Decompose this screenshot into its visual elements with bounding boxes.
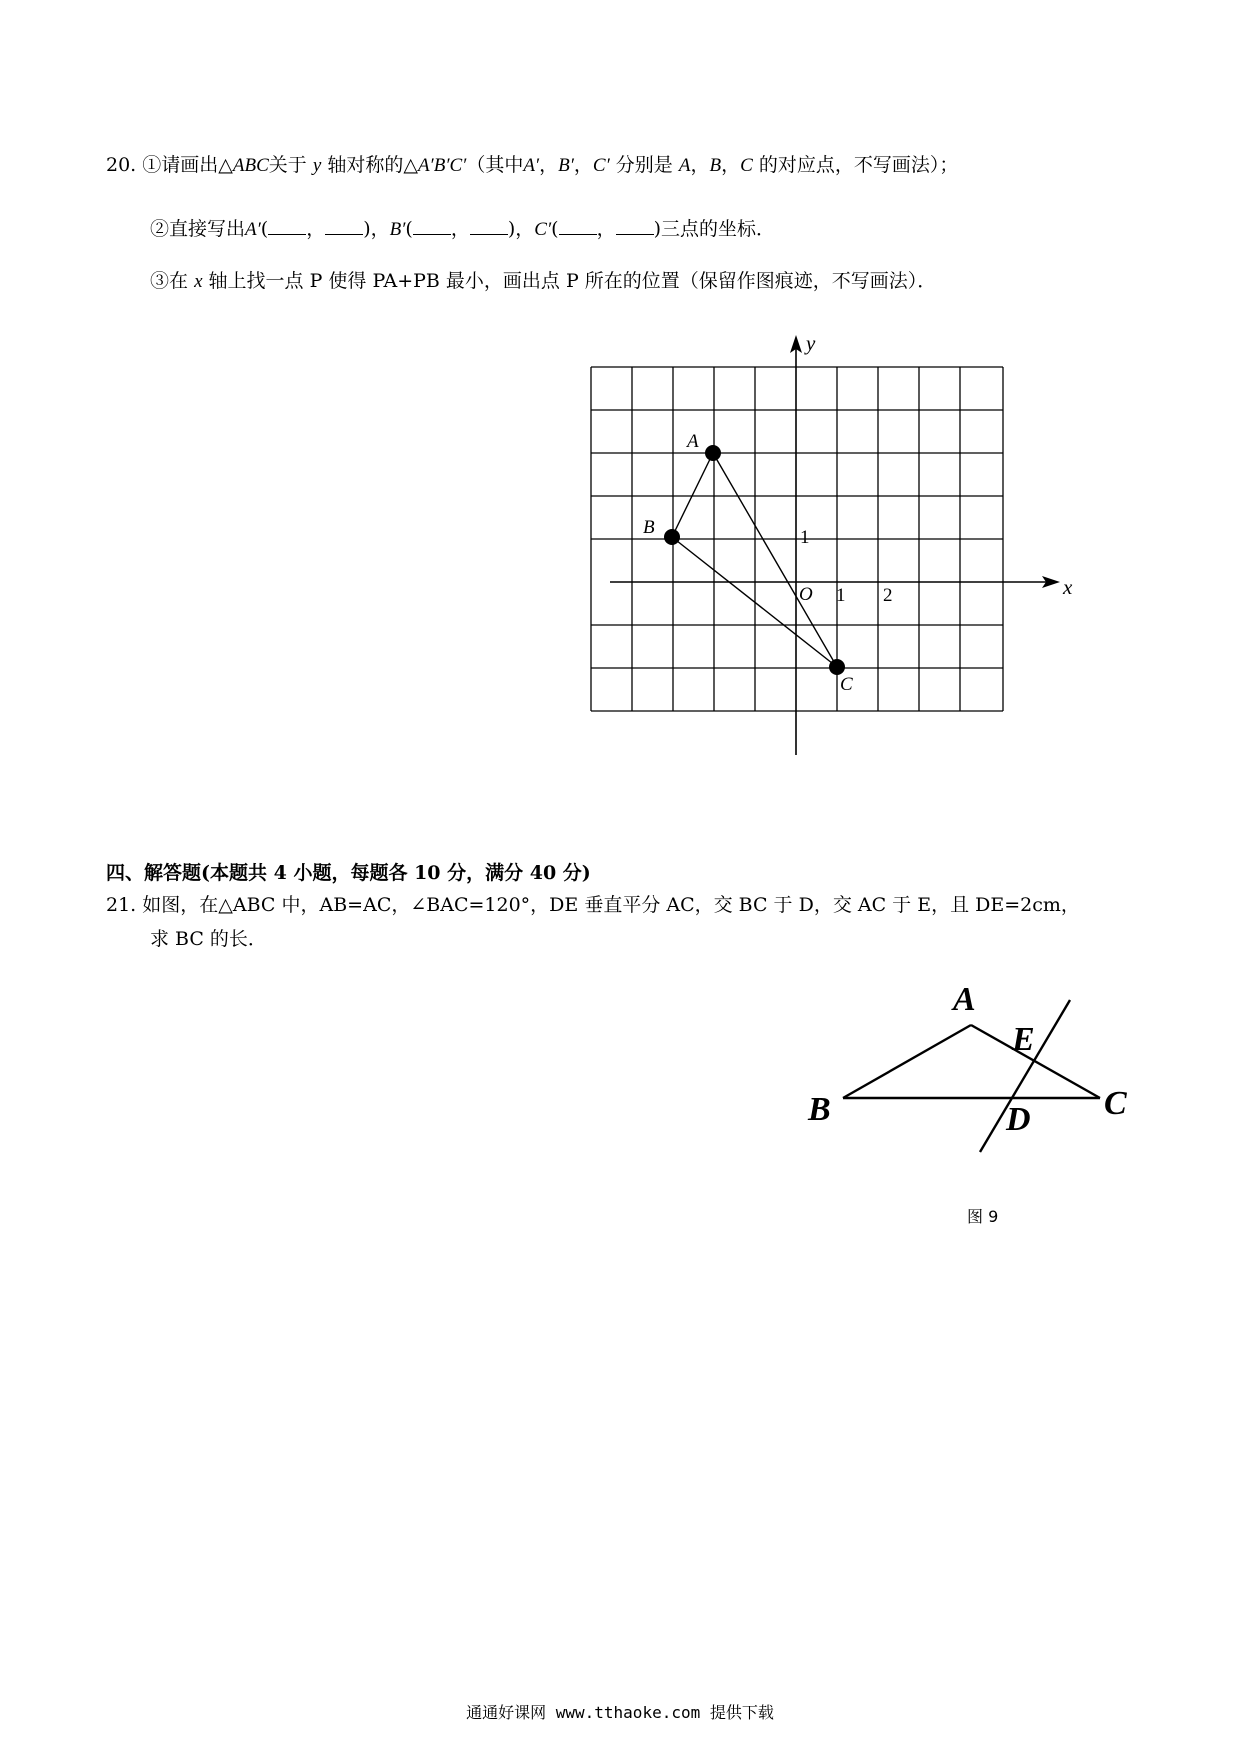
answer-blank [559, 220, 597, 235]
q20-x: x [194, 271, 203, 292]
q20-comma: ， [450, 218, 470, 240]
q20-text: 分别是 [615, 154, 673, 176]
triangle-figure [800, 970, 1160, 1230]
q20-paren: ) [507, 218, 516, 240]
q20-paren: ) [363, 218, 371, 240]
label-point-a: A [687, 431, 699, 452]
label-e: E [1012, 1021, 1035, 1058]
label-point-c: C [840, 674, 853, 695]
q20-text: 关于 [268, 154, 307, 176]
label-origin: O [799, 584, 813, 605]
q20-line2 [150, 214, 775, 241]
q20-text: 轴对称的△ [327, 154, 418, 176]
q21-text: 如图，在△ABC 中，AB=AC，∠BAC=120°，DE 垂直平分 AC，交 BC 于 D，交 AC 于 E，且 DE=2cm， [142, 894, 1080, 916]
q20-c: C [740, 155, 753, 176]
label-a: A [953, 981, 976, 1018]
q20-text: 三点的坐标． [661, 218, 776, 240]
q20-b: B [709, 155, 722, 176]
q20-text: 轴上找一点 P 使得 PA+PB 最小，画出点 P 所在的位置（保留作图痕迹，不写画法）． [208, 270, 937, 292]
q20-paren: ) [653, 218, 661, 240]
q20-text: ③在 [150, 270, 189, 292]
point-b [664, 529, 680, 545]
label-x-axis: x [1063, 575, 1073, 599]
point-a [705, 445, 721, 461]
label-c: C [1104, 1085, 1127, 1122]
q20-comma: ， [596, 218, 616, 240]
answer-blank [268, 220, 306, 235]
q20-y: y [312, 155, 322, 176]
q20-b-prime: B′ [558, 155, 574, 176]
q20-text: ①请画出△ [142, 154, 233, 176]
q20-c-prime: C′ [534, 219, 552, 240]
label-point-b: B [643, 517, 655, 538]
coordinate-grid-figure [560, 320, 1100, 770]
label-b: B [808, 1091, 831, 1128]
q20-paren: ( [260, 218, 269, 240]
q20-sep: ， [721, 154, 741, 176]
q21-line2 [150, 924, 267, 951]
q20-text: （其中 [466, 154, 524, 176]
tick-x1: 1 [836, 585, 846, 606]
answer-blank [325, 220, 363, 235]
answer-blank [616, 220, 654, 235]
q20-paren: ( [405, 218, 413, 240]
q20-abc-prime: A′B′C′ [417, 155, 467, 176]
point-c [829, 659, 845, 675]
label-y-axis: y [806, 331, 816, 355]
tick-y1: 1 [800, 527, 810, 548]
q20-sep: ， [370, 218, 390, 240]
answer-blank [470, 220, 508, 235]
tick-x2: 2 [883, 585, 893, 606]
q20-number: 20. [106, 154, 137, 176]
q20-sep: ， [539, 154, 559, 176]
section-title: 四、解答题 [106, 862, 202, 884]
q20-text: 的对应点，不写画法）； [758, 154, 959, 176]
q20-sep: ， [573, 154, 593, 176]
triangle-lines [843, 1000, 1100, 1152]
q20-paren: ( [551, 218, 559, 240]
q20-b-prime: B′ [389, 219, 406, 240]
q20-line1 [106, 150, 958, 177]
answer-blank [413, 220, 451, 235]
q21-number: 21. [106, 894, 137, 916]
q20-a-prime: A′ [245, 219, 261, 240]
q20-line3 [150, 266, 936, 293]
q20-sep: ， [515, 218, 535, 240]
q20-abc: ABC [232, 155, 269, 176]
q21-text: 求 BC 的长． [150, 928, 267, 950]
footer-text: 通通好课网 www.tthaoke.com 提供下载 [466, 1703, 774, 1722]
q20-a-prime: A′ [523, 155, 540, 176]
figure-caption: 图 9 [967, 1207, 999, 1226]
q20-comma: ， [306, 218, 326, 240]
q20-sep: ， [690, 154, 710, 176]
q20-c-prime: C′ [592, 155, 610, 176]
q21-line1 [106, 890, 1080, 917]
section-subtitle: (本题共 4 小题，每题各 10 分，满分 40 分) [201, 862, 591, 884]
section-heading [106, 858, 591, 885]
grid-lines [591, 367, 1003, 711]
label-d: D [1006, 1101, 1031, 1138]
q20-a: A [678, 155, 691, 176]
q20-text: ②直接写出 [150, 218, 246, 240]
